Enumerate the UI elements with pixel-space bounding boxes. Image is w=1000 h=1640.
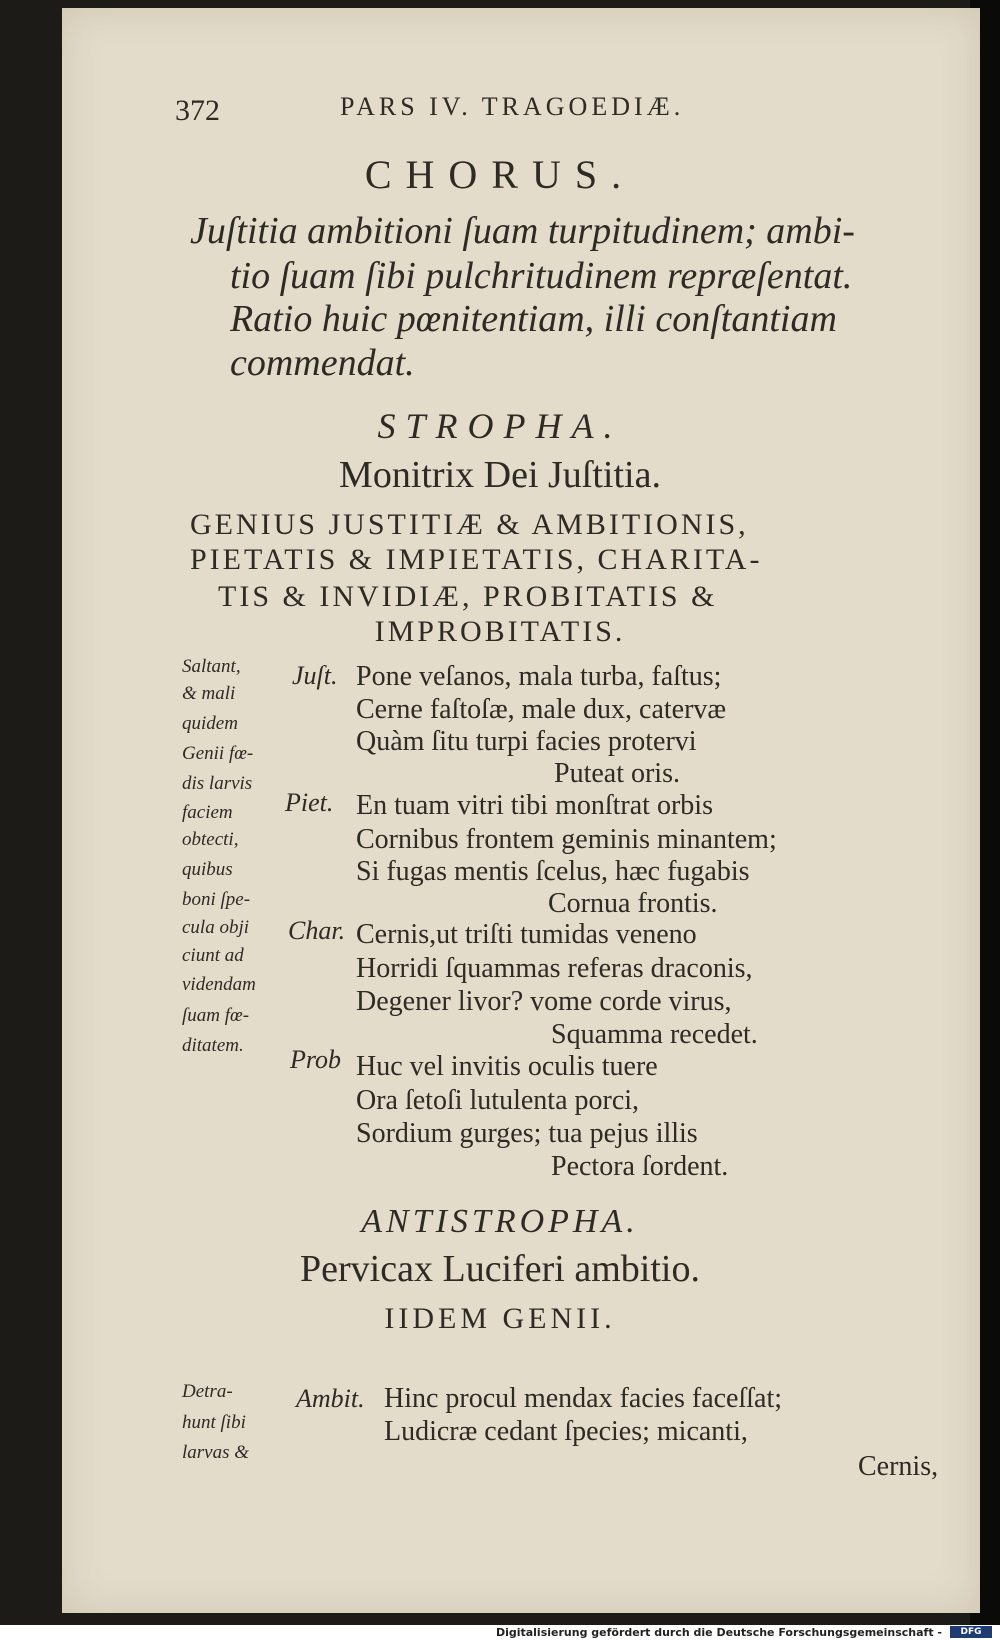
sidenote-line: ciunt ad [182, 945, 244, 966]
speaker-label: Juſt. [292, 661, 338, 690]
genii-line: GENIUS JUSTITIÆ & AMBITIONIS, [190, 508, 749, 541]
genii-line: IIDEM GENII. [384, 1302, 616, 1335]
catchword: Cernis, [858, 1451, 939, 1482]
sidenote-line: boni ſpe- [182, 889, 251, 910]
sidenote-line: Saltant, [182, 656, 241, 677]
sidenote-line: Detra- [182, 1381, 233, 1402]
argument-line: Juſtitia ambitioni ſuam turpitudinem; ambi- [190, 210, 855, 252]
verse-line: Pone veſanos, mala turba, faſtus; [356, 661, 722, 692]
argument-line: commendat. [230, 342, 415, 384]
verse-line: Cornua frontis. [548, 888, 718, 919]
antistropha-subtitle: Pervicax Luciferi ambitio. [300, 1248, 700, 1290]
sidenote-line: quidem [182, 713, 238, 734]
genii-line: IMPROBITATIS. [374, 615, 626, 648]
sidenote-line: obtecti, [182, 829, 239, 850]
sidenote-line: faciem [182, 802, 233, 823]
sidenote-line: Genii fœ- [182, 743, 254, 764]
verse-line: Sordium gurges; tua pejus illis [356, 1118, 698, 1149]
speaker-label: Ambit. [296, 1384, 365, 1413]
dfg-logo: DFG [950, 1626, 992, 1638]
verse-line: Cernis,ut triſti tumidas veneno [356, 919, 697, 950]
argument-line: Ratio huic pœnitentiam, illi conſtantiam [230, 298, 837, 340]
genii-line: PIETATIS & IMPIETATIS, CHARITA- [190, 543, 763, 576]
sidenote-line: ſuam fœ- [182, 1005, 250, 1026]
running-head: PARS IV. TRAGOEDIÆ. [340, 92, 685, 121]
sidenote-line: videndam [182, 974, 256, 995]
verse-line: Squamma recedet. [551, 1019, 758, 1050]
stropha-heading: STROPHA. [377, 406, 623, 446]
verse-line: Ludicræ cedant ſpecies; micanti, [384, 1416, 748, 1447]
verse-line: Hinc procul mendax facies faceſſat; [384, 1383, 783, 1414]
verse-line: Quàm ſitu turpi facies protervi [356, 726, 697, 757]
sidenote-line: cula obji [182, 917, 250, 938]
verse-line: Cornibus frontem geminis minantem; [356, 824, 777, 855]
verse-line: Puteat oris. [554, 758, 680, 789]
chorus-heading: CHORUS. [364, 152, 636, 197]
verse-line: Degener livor? vome corde virus, [356, 986, 732, 1017]
funding-credit: Digitalisierung gefördert durch die Deutsche Forschungsgemeinschaft - [495, 1626, 942, 1639]
speaker-label: Piet. [285, 788, 334, 817]
stropha-subtitle: Monitrix Dei Juſtitia. [339, 454, 661, 496]
speaker-label: Prob [290, 1045, 342, 1074]
verse-line: En tuam vitri tibi monſtrat orbis [356, 790, 713, 821]
sidenote-line: larvas & [182, 1442, 250, 1463]
sidenote-line: quibus [182, 859, 233, 880]
genii-line: TIS & INVIDIÆ, PROBITATIS & [218, 580, 718, 613]
verse-line: Huc vel invitis oculis tuere [356, 1051, 658, 1082]
page-number: 372 [175, 94, 220, 127]
verse-line: Pectora ſordent. [551, 1151, 729, 1182]
verse-line: Cerne faſtoſæ, male dux, catervæ [356, 694, 727, 725]
verse-line: Ora ſetoſi lutulenta porci, [356, 1085, 640, 1116]
speaker-label: Char. [288, 916, 346, 945]
sidenote-line: & mali [182, 683, 236, 704]
sidenote-line: dis larvis [182, 773, 253, 794]
footer-bar [0, 1625, 1000, 1640]
argument-line: tio ſuam ſibi pulchritudinem repræſentat. [230, 255, 853, 297]
antistropha-heading: ANTISTROPHA. [361, 1203, 639, 1240]
sidenote-line: hunt ſibi [182, 1412, 246, 1433]
verse-line: Si fugas mentis ſcelus, hæc fugabis [356, 856, 750, 887]
verse-line: Horridi ſquammas referas draconis, [356, 953, 753, 984]
sidenote-line: ditatem. [182, 1035, 244, 1056]
